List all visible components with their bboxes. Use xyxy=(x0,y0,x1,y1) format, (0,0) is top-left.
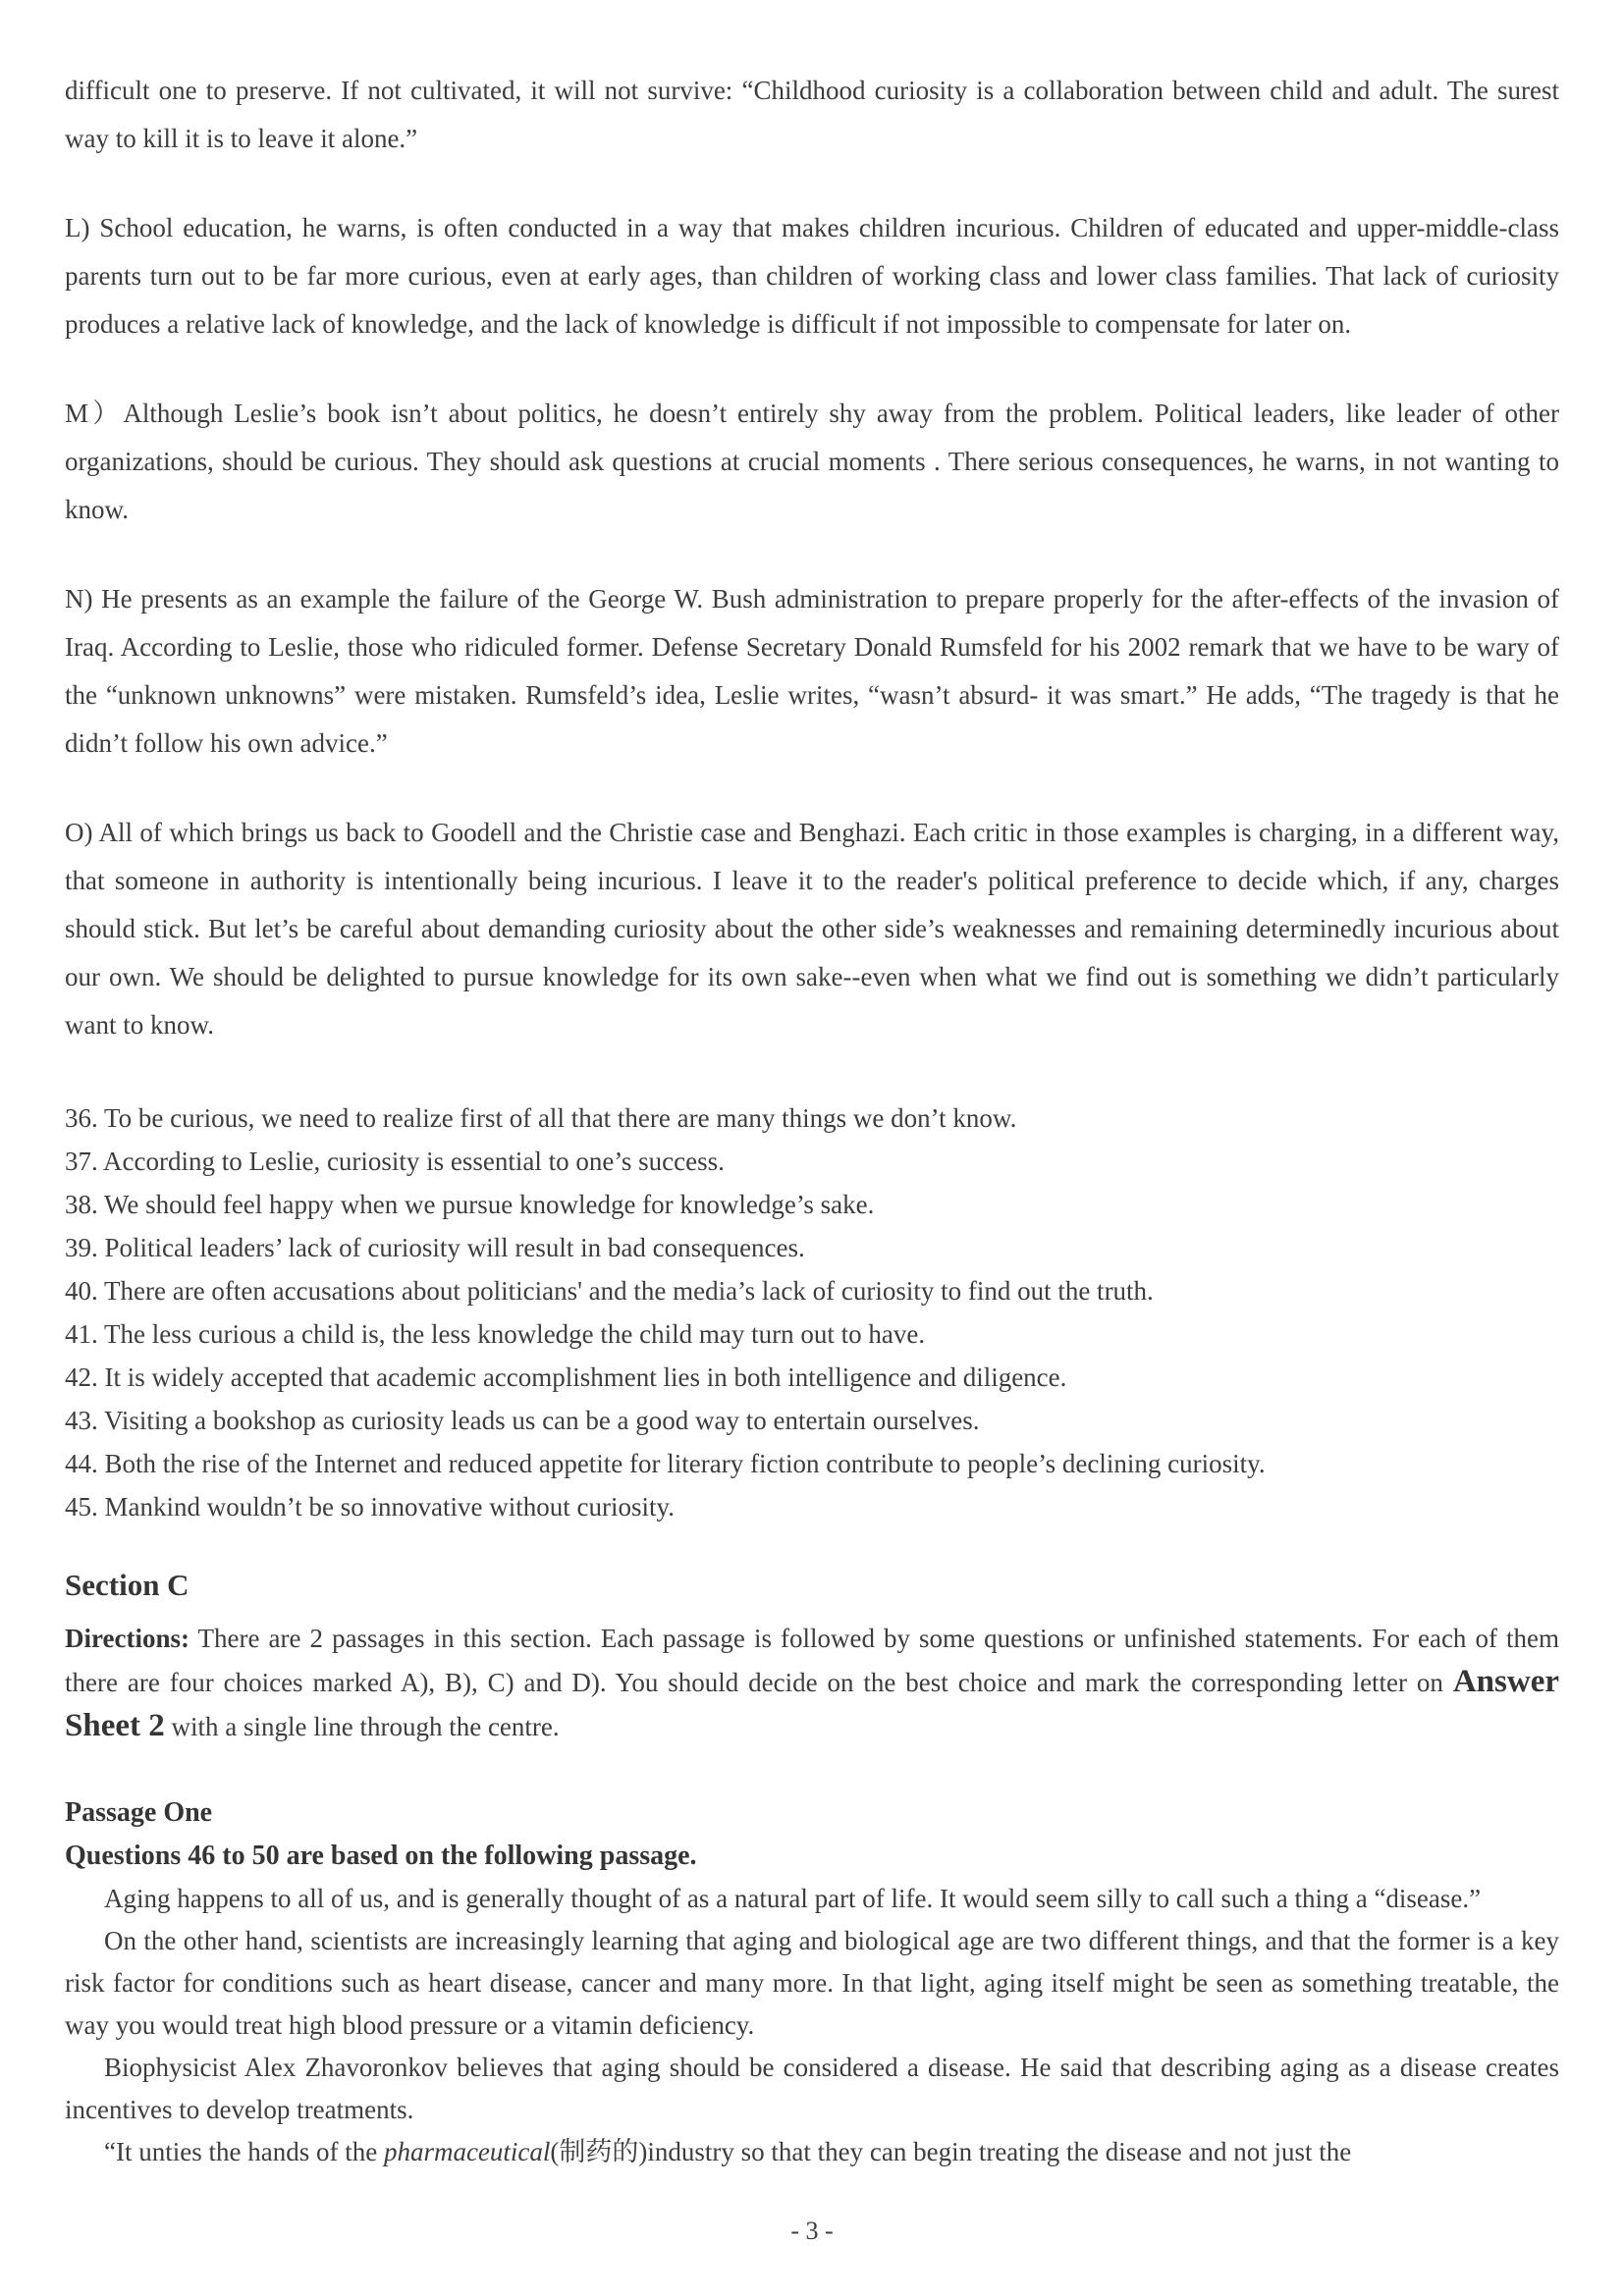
answer-sheet-reference: Answer Sheet 2 xyxy=(65,1664,1559,1743)
statement-45: 45. Mankind wouldn’t be so innovative without curiosity. xyxy=(65,1492,675,1522)
passage-paragraph-2: On the other hand, scientists are increasingly learning that aging and biological age are two different things, and that the former is a key risk factor for conditions such as heart disease, cancer and many more. In that light, aging itself might be seen as something treatable, the way you would treat high blood pressure or a vitamin deficiency. xyxy=(65,1926,1559,2040)
section-c-heading: Section C xyxy=(65,1568,189,1602)
directions-text-before: There are 2 passages in this section. Each passage is followed by some questions or unfinished statements. For each of them there are four choices marked A), B), C) and D). You should decide on the best choice and mark the corresponding letter on xyxy=(65,1624,1559,1697)
passage-paragraph-4 xyxy=(65,2131,1559,2173)
paragraph-k-continuation: difficult one to preserve. If not cultivated, it will not survive: “Childhood curiosity is a collaboration between child and adult. The surest way to kill it is to leave it alone.” xyxy=(65,76,1559,153)
statement-42: 42. It is widely accepted that academic accomplishment lies in both intelligence and diligence. xyxy=(65,1362,1067,1392)
statement-38: 38. We should feel happy when we pursue knowledge for knowledge’s sake. xyxy=(65,1190,875,1219)
paragraph-o: O) All of which brings us back to Goodell and the Christie case and Benghazi. Each critic in those examples is charging, in a different way, that someone in authority is intentionally being incurious. I leave it to the reader's political preference to decide which, if any, charges should stick. But let’s be careful about demanding curiosity about the other side’s weaknesses and remaining determinedly incurious about our own. We should be delighted to pursue knowledge for its own sake--even when what we find out is something we didn’t particularly want to know. xyxy=(65,818,1559,1040)
statement-40: 40. There are often accusations about politicians' and the media’s lack of curiosity to find out the truth. xyxy=(65,1276,1154,1306)
paragraph-n: N) He presents as an example the failure of the George W. Bush administration to prepare properly for the after-effects of the invasion of Iraq. According to Leslie, those who ridiculed former. Defense Secretary Donald Rumsfeld for his 2002 remark that we have to be wary of the “unknown unknowns” were mistaken. Rumsfeld’s idea, Leslie writes, “wasn’t absurd- it was smart.” He adds, “The tragedy is that he didn’t follow his own advice.” xyxy=(65,584,1559,758)
statement-41: 41. The less curious a child is, the less knowledge the child may turn out to have. xyxy=(65,1319,926,1349)
page-number: - 3 - xyxy=(790,2216,834,2245)
passage-one-subtitle: Questions 46 to 50 are based on the following passage. xyxy=(65,1841,697,1871)
paragraph-l: L) School education, he warns, is often conducted in a way that makes children incurious. Children of educated and upper-middle-class parents turn out to be far more curious, even at early ages, than children of working class and lower class families. That lack of curiosity produces a relative lack of knowledge, and the lack of knowledge is difficult if not impossible to compensate for later on. xyxy=(65,213,1559,339)
statement-44: 44. Both the rise of the Internet and reduced appetite for literary fiction contribute to people’s declining curiosity. xyxy=(65,1449,1266,1478)
statement-37: 37. According to Leslie, curiosity is essential to one’s success. xyxy=(65,1147,725,1176)
statement-36: 36. To be curious, we need to realize first of all that there are many things we don’t know. xyxy=(65,1103,1017,1133)
directions-label: Directions: xyxy=(65,1624,189,1653)
paragraph-m: M）Although Leslie’s book isn’t about politics, he doesn’t entirely shy away from the problem. Political leaders, like leader of other organizations, should be curious. They should ask questions at crucial moments . There serious consequences, he warns, in not wanting to know. xyxy=(65,399,1559,524)
passage-one-heading: Passage One xyxy=(65,1797,213,1828)
passage-paragraph-3: Biophysicist Alex Zhavoronkov believes that aging should be considered a disease. He said that describing aging as a disease creates incentives to develop treatments. xyxy=(65,2053,1559,2124)
statement-39: 39. Political leaders’ lack of curiosity will result in bad consequences. xyxy=(65,1233,805,1262)
section-c-directions xyxy=(65,1617,1559,1748)
italic-term-pharmaceutical: pharmaceutical xyxy=(383,2137,551,2166)
passage-paragraph-1: Aging happens to all of us, and is generally thought of as a natural part of life. It would seem silly to call such a thing a “disease.” xyxy=(104,1884,1482,1913)
quote-rest: (制药的)industry so that they can begin treating the disease and not just the xyxy=(550,2137,1352,2166)
quote-start: “It unties the hands of the xyxy=(104,2137,384,2166)
statement-list xyxy=(65,1096,1559,1528)
directions-text-after: with a single line through the centre. xyxy=(164,1712,560,1741)
statement-43: 43. Visiting a bookshop as curiosity leads us can be a good way to entertain ourselves. xyxy=(65,1406,980,1435)
